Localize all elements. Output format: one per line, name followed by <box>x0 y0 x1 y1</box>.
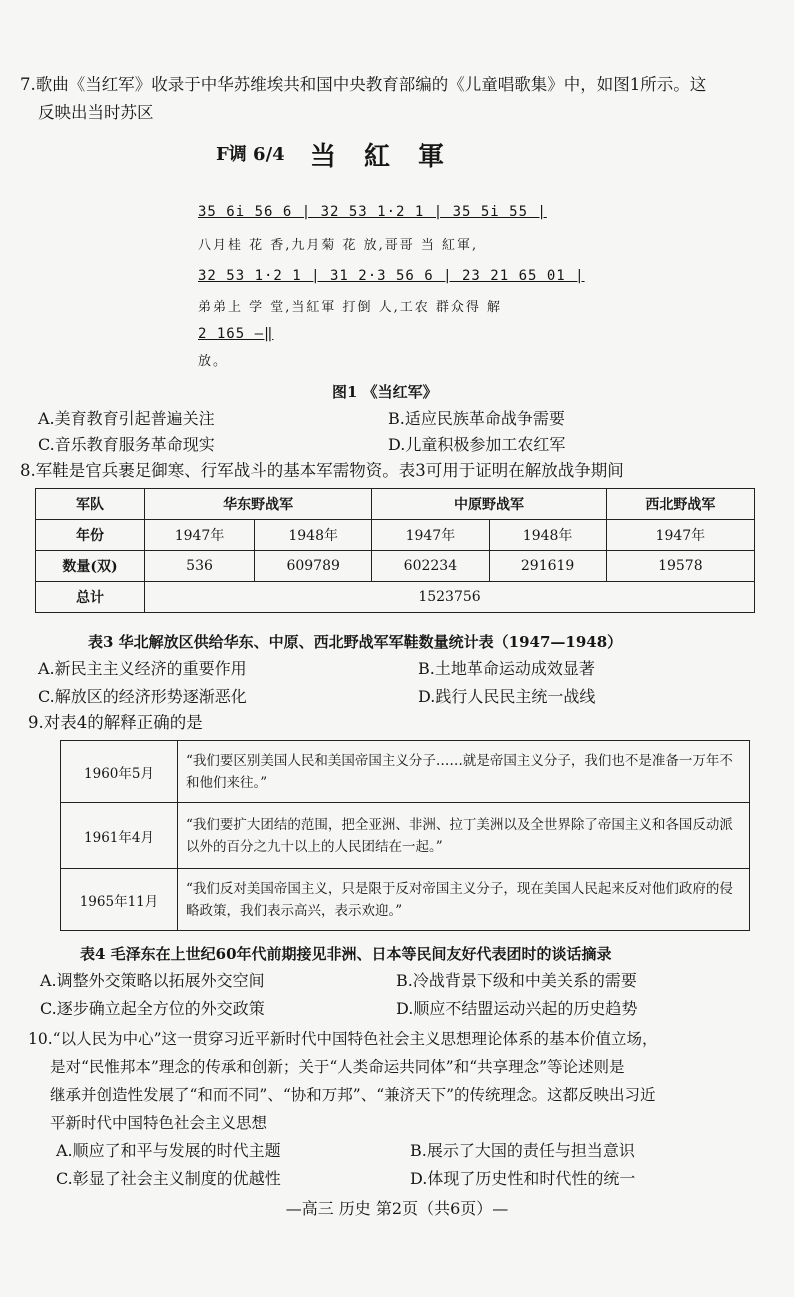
year-cell: 1947年 <box>145 520 255 551</box>
army-header: 西北野战军 <box>606 489 754 520</box>
q7-option-b[interactable]: B.适应民族革命战争需要 <box>388 409 565 428</box>
year-cell: 1947年 <box>372 520 489 551</box>
quantity-cell: 609789 <box>255 551 372 582</box>
figure1-caption: 图1 《当红军》 <box>332 383 438 401</box>
sheet-music-figure <box>180 130 600 370</box>
q7-stem-line2: 反映出当时苏区 <box>38 103 154 122</box>
table-4 <box>60 740 750 931</box>
row-label: 军队 <box>36 489 145 520</box>
q8-option-c[interactable]: C.解放区的经济形势逐渐恶化 <box>38 687 247 706</box>
army-header: 中原野战军 <box>372 489 606 520</box>
army-header: 华东野战军 <box>145 489 372 520</box>
date-cell: 1965年11月 <box>61 869 178 931</box>
notation-row-2: 32 53 1·2 1 | 31 2·3 56 6 | 23 21 65 01 | <box>198 268 585 284</box>
q9-option-d[interactable]: D.顺应不结盟运动兴起的历史趋势 <box>396 999 638 1018</box>
q7-option-c[interactable]: C.音乐教育服务革命现实 <box>38 435 215 454</box>
q10-option-c[interactable]: C.彰显了社会主义制度的优越性 <box>56 1169 281 1188</box>
q10-option-a[interactable]: A.顺应了和平与发展的时代主题 <box>56 1141 281 1160</box>
q10-stem-line4: 平新时代中国特色社会主义思想 <box>50 1114 268 1132</box>
date-cell: 1961年4月 <box>61 803 178 869</box>
table4-caption: 表4 毛泽东在上世纪60年代前期接见非洲、日本等民间友好代表团时的谈话摘录 <box>80 945 612 963</box>
notation-row-3: 2 165 —‖ <box>198 326 274 342</box>
q7-stem-line1: 7.歌曲《当红军》收录于中华苏维埃共和国中央教育部编的《儿童唱歌集》中，如图1所示。这 <box>20 75 707 94</box>
table-row <box>36 551 755 582</box>
q8-option-a[interactable]: A.新民主主义经济的重要作用 <box>38 659 247 678</box>
q8-stem: 8.军鞋是官兵裹足御寒、行军战斗的基本军需物资。表3可用于证明在解放战争期间 <box>20 461 624 480</box>
table-row <box>36 582 755 613</box>
quote-cell: “我们要扩大团结的范围，把全亚洲、非洲、拉丁美洲以及全世界除了帝国主义和各国反动派以外的百分之九十以上的人民团结在一起。” <box>178 803 750 869</box>
q9-option-a[interactable]: A.调整外交策略以拓展外交空间 <box>40 971 265 990</box>
lyrics-row-1: 八月桂 花 香,九月菊 花 放,哥哥 当 紅軍, <box>198 238 479 253</box>
q10-option-b[interactable]: B.展示了大国的责任与担当意识 <box>410 1141 635 1160</box>
q10-option-d[interactable]: D.体现了历史性和时代性的统一 <box>410 1169 636 1188</box>
row-label: 总计 <box>36 582 145 613</box>
quantity-cell: 19578 <box>606 551 754 582</box>
year-cell: 1948年 <box>489 520 606 551</box>
q10-stem-line1: 10.“以人民为中心”这一贯穿习近平新时代中国特色社会主义思想理论体系的基本价值立场， <box>28 1030 658 1048</box>
q10-stem-line3: 继承并创造性发展了“和而不同”、“协和万邦”、“兼济天下”的传统理念。这都反映出习近 <box>50 1086 656 1104</box>
page-footer: —高三 历史 第2页（共6页）— <box>285 1199 509 1218</box>
q9-option-c[interactable]: C.逐步确立起全方位的外交政策 <box>40 999 265 1018</box>
q10-stem-line2: 是对“民惟邦本”理念的传承和创新；关于“人类命运共同体”和“共享理念”等论述则是 <box>50 1058 625 1076</box>
table-row <box>61 741 750 803</box>
quantity-cell: 602234 <box>372 551 489 582</box>
lyrics-row-2: 弟弟上 学 堂,当紅軍 打倒 人,工农 群众得 解 <box>198 300 503 315</box>
quantity-cell: 536 <box>145 551 255 582</box>
row-label: 数量(双) <box>36 551 145 582</box>
quote-cell: “我们反对美国帝国主义，只是限于反对帝国主义分子，现在美国人民起来反对他们政府的侵略政策，我们表示高兴，表示欢迎。” <box>178 869 750 931</box>
row-label: 年份 <box>36 520 145 551</box>
quantity-cell: 291619 <box>489 551 606 582</box>
music-key: F调 6/4 <box>216 144 285 165</box>
table-row <box>36 489 755 520</box>
q7-option-a[interactable]: A.美育教育引起普遍关注 <box>38 409 215 428</box>
total-cell: 1523756 <box>145 582 755 613</box>
date-cell: 1960年5月 <box>61 741 178 803</box>
lyrics-row-3: 放。 <box>198 354 229 369</box>
song-title: 当紅軍 <box>310 142 473 172</box>
year-cell: 1947年 <box>606 520 754 551</box>
q8-option-b[interactable]: B.土地革命运动成效显著 <box>418 659 595 678</box>
notation-row-1: 35 6i 56 6 | 32 53 1·2 1 | 35 5i 55 | <box>198 204 547 220</box>
table-3 <box>35 488 755 613</box>
q8-option-d[interactable]: D.践行人民民主统一战线 <box>418 687 596 706</box>
q7-option-d[interactable]: D.儿童积极参加工农红军 <box>388 435 566 454</box>
quote-cell: “我们要区别美国人民和美国帝国主义分子……就是帝国主义分子，我们也不是准备一万年不和他们来往。” <box>178 741 750 803</box>
table-row <box>61 803 750 869</box>
q9-option-b[interactable]: B.冷战背景下级和中美关系的需要 <box>396 971 637 990</box>
year-cell: 1948年 <box>255 520 372 551</box>
table3-caption: 表3 华北解放区供给华东、中原、西北野战军军鞋数量统计表（1947—1948） <box>88 633 623 651</box>
q9-stem: 9.对表4的解释正确的是 <box>28 713 203 732</box>
table-row <box>61 869 750 931</box>
table-row <box>36 520 755 551</box>
